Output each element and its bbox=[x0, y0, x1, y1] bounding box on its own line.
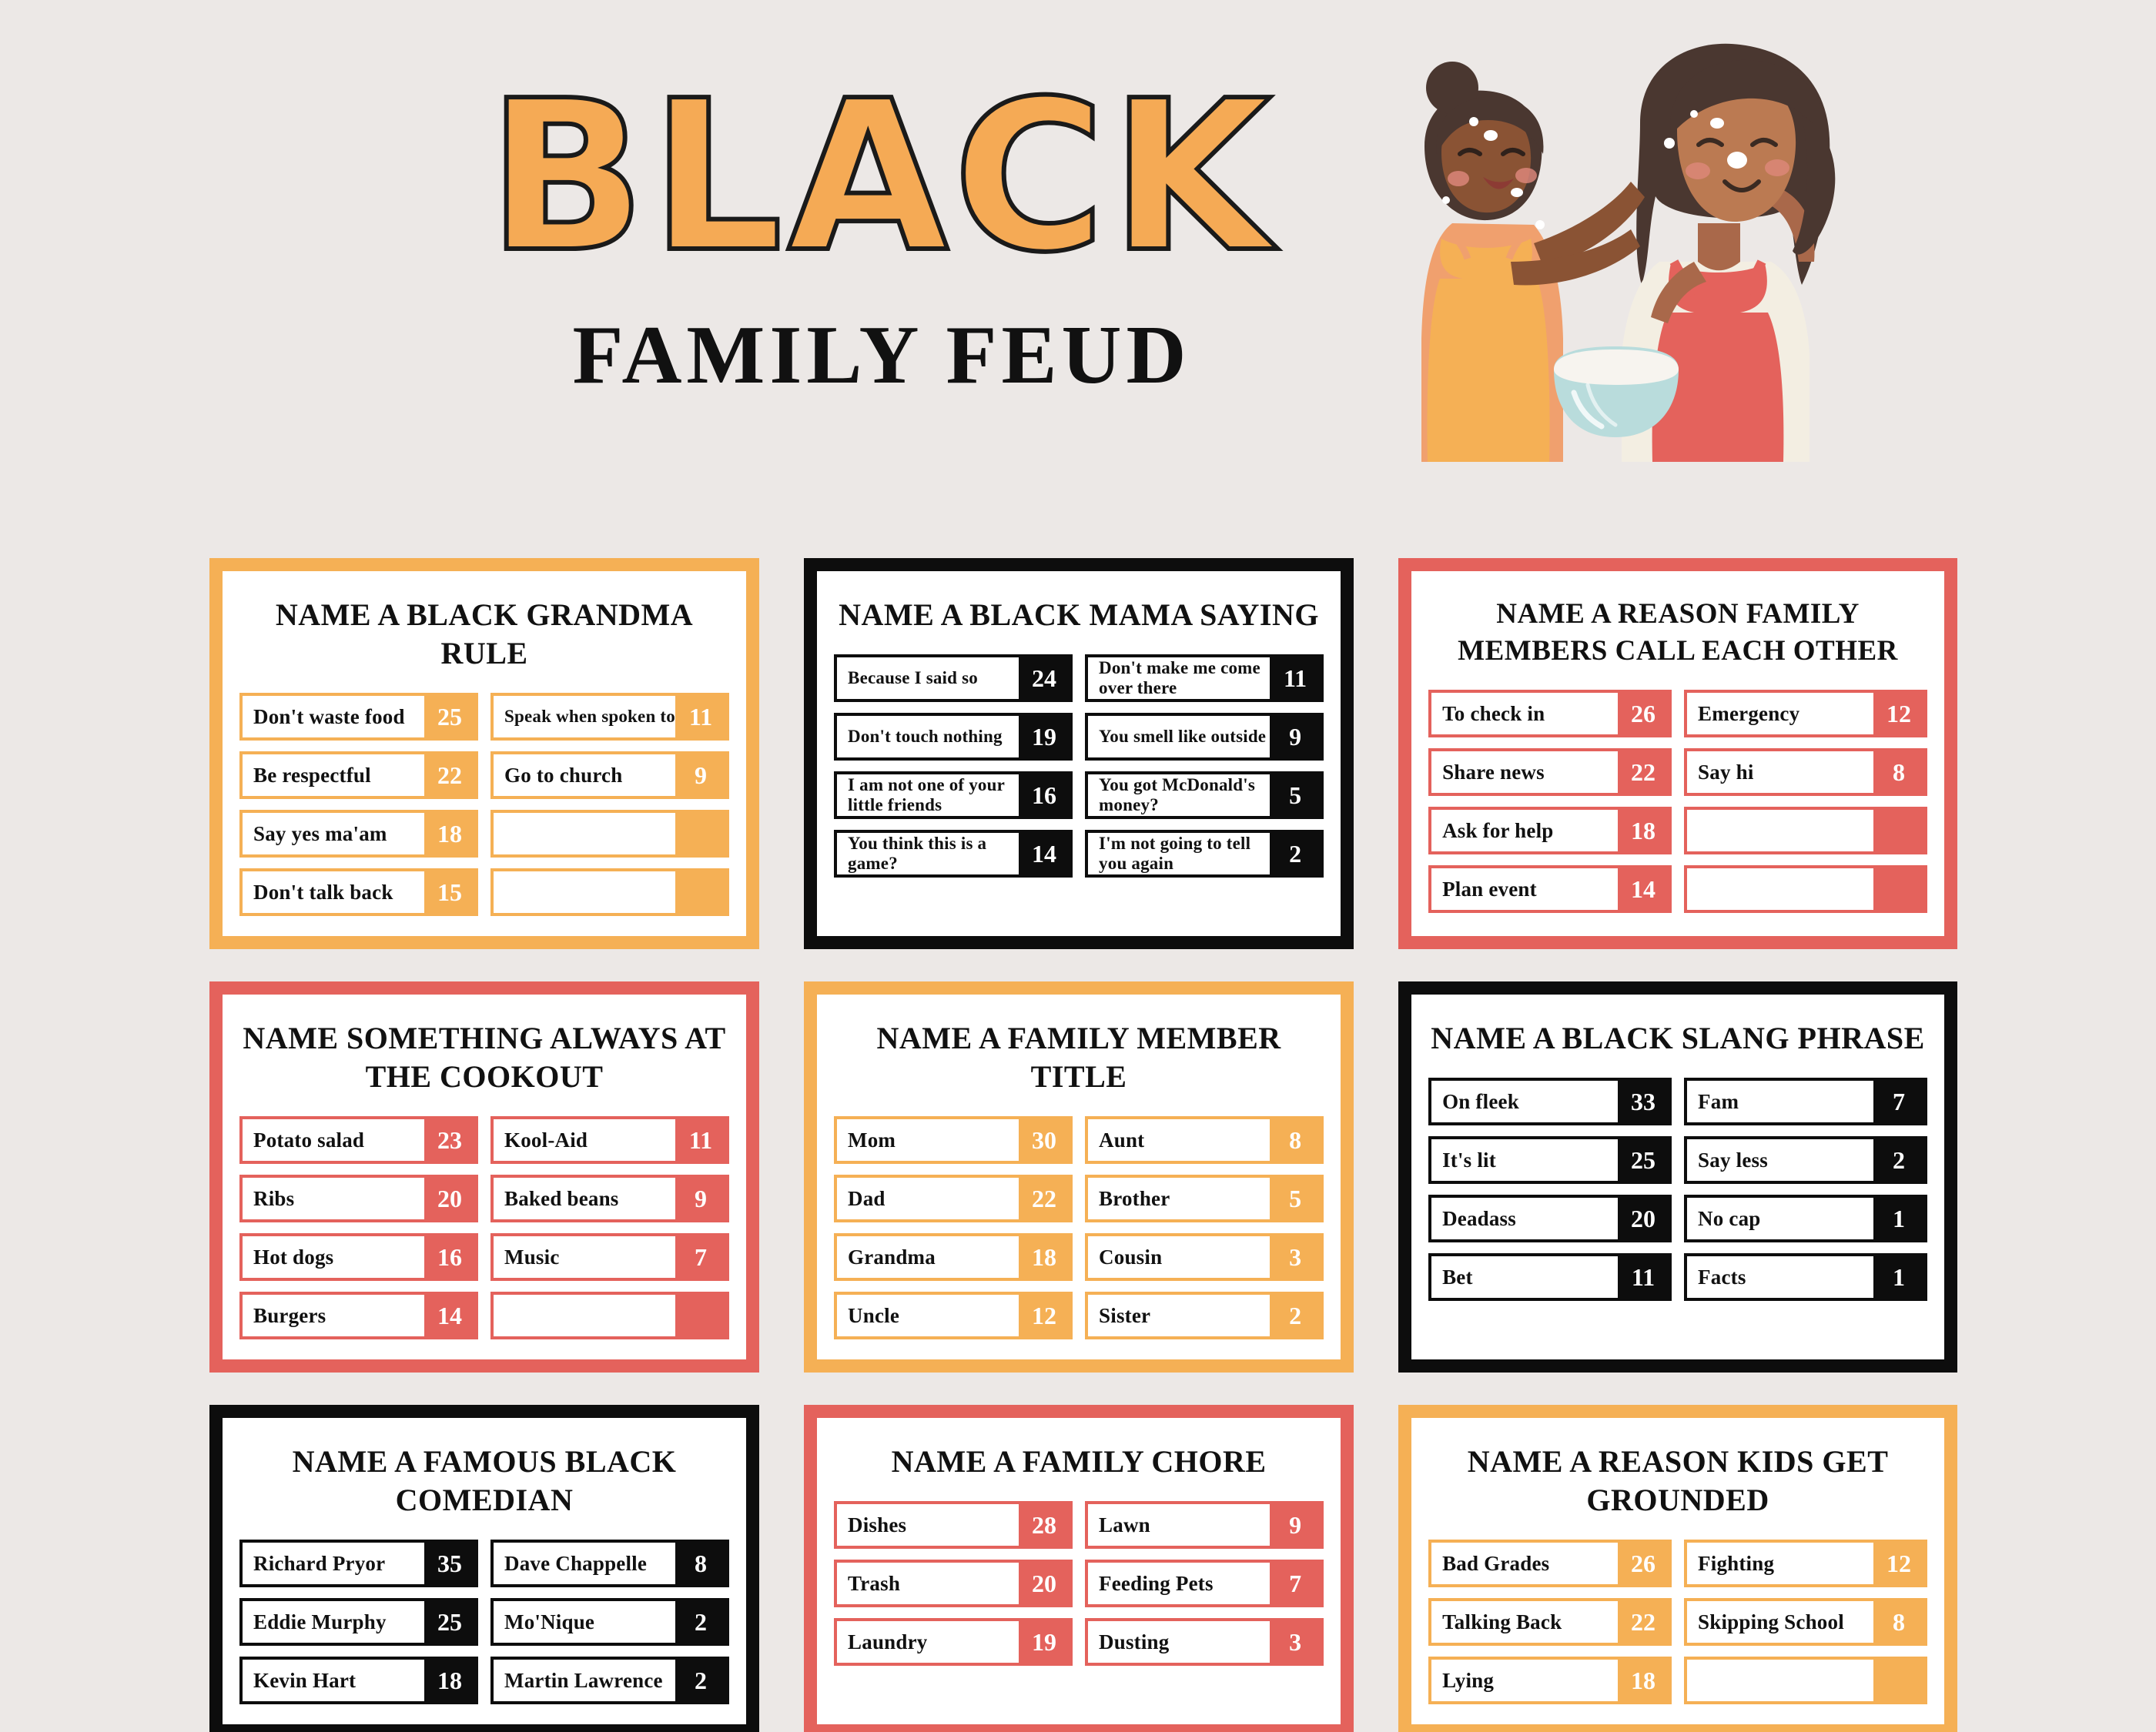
answer-text bbox=[494, 871, 675, 913]
answer-text bbox=[1687, 1660, 1873, 1701]
answer-row[interactable] bbox=[834, 1501, 1073, 1549]
title-block bbox=[470, 55, 1294, 402]
answer-score: 2 bbox=[1270, 833, 1321, 874]
answer-text bbox=[1687, 810, 1873, 851]
answer-row[interactable] bbox=[1085, 1560, 1324, 1607]
answer-text: I'm not going to tell you again bbox=[1099, 834, 1251, 873]
answer-row[interactable] bbox=[834, 713, 1073, 761]
answer-text: Bad Grades bbox=[1442, 1552, 1550, 1575]
answer-text: Grandma bbox=[848, 1246, 936, 1269]
answer-text: Deadass bbox=[1442, 1207, 1516, 1230]
answers-column-left bbox=[1428, 1540, 1672, 1704]
answer-text: Say less bbox=[1698, 1149, 1768, 1172]
answer-row[interactable] bbox=[834, 1175, 1073, 1222]
answer-row[interactable] bbox=[1428, 690, 1672, 737]
answers-grid bbox=[239, 1116, 729, 1339]
answer-text: Be respectful bbox=[253, 764, 371, 787]
answers-grid bbox=[1428, 690, 1927, 913]
card-title: NAME A BLACK GRANDMA RULE bbox=[275, 597, 694, 670]
answer-row[interactable] bbox=[1085, 654, 1324, 702]
answers-grid bbox=[239, 693, 729, 916]
answers-column-left bbox=[834, 1501, 1073, 1666]
answer-score bbox=[675, 813, 726, 854]
answer-text: Don't talk back bbox=[253, 881, 393, 904]
answer-score: 14 bbox=[1618, 868, 1669, 910]
card-always-at-the-cookout bbox=[209, 981, 759, 1373]
answer-row[interactable] bbox=[239, 1657, 478, 1704]
card-famous-black-comedian bbox=[209, 1405, 759, 1732]
answer-score: 14 bbox=[1019, 833, 1070, 874]
answer-text: Share news bbox=[1442, 761, 1545, 784]
answer-score: 3 bbox=[1270, 1621, 1321, 1663]
answers-column-left bbox=[239, 1116, 478, 1339]
answer-score: 12 bbox=[1019, 1295, 1070, 1336]
answer-text: Baked beans bbox=[504, 1187, 619, 1210]
answer-score: 11 bbox=[675, 696, 726, 737]
answer-score: 9 bbox=[675, 1178, 726, 1219]
answer-text: Mo'Nique bbox=[504, 1610, 595, 1633]
answer-text: No cap bbox=[1698, 1207, 1761, 1230]
answer-score: 23 bbox=[424, 1119, 475, 1161]
answer-text: Lying bbox=[1442, 1669, 1495, 1692]
answer-text bbox=[494, 813, 675, 854]
answers-grid bbox=[1428, 1078, 1927, 1301]
answer-score: 26 bbox=[1618, 693, 1669, 734]
answer-text: Say yes ma'am bbox=[253, 822, 387, 845]
answers-column-left bbox=[239, 693, 478, 916]
answer-text: Richard Pryor bbox=[253, 1552, 386, 1575]
answer-score: 7 bbox=[675, 1236, 726, 1278]
card-title: NAME A BLACK MAMA SAYING bbox=[839, 597, 1319, 632]
answer-score: 8 bbox=[1270, 1119, 1321, 1161]
answer-row[interactable] bbox=[1085, 1292, 1324, 1339]
answer-text: Burgers bbox=[253, 1304, 326, 1327]
answer-score: 25 bbox=[424, 696, 475, 737]
answer-text: Kool-Aid bbox=[504, 1128, 588, 1152]
answer-row-blank[interactable] bbox=[1684, 807, 1927, 854]
answer-text: Fam bbox=[1698, 1090, 1739, 1113]
answer-row[interactable] bbox=[834, 1560, 1073, 1607]
answer-text: Martin Lawrence bbox=[504, 1669, 663, 1692]
answer-row-blank[interactable] bbox=[1684, 1657, 1927, 1704]
card-row-1 bbox=[209, 558, 1957, 949]
answer-row[interactable] bbox=[1085, 1175, 1324, 1222]
answer-row[interactable] bbox=[239, 810, 478, 858]
answer-row-blank[interactable] bbox=[1684, 865, 1927, 913]
answer-row[interactable] bbox=[1684, 1540, 1927, 1587]
answer-text: Trash bbox=[848, 1572, 901, 1595]
answer-score: 18 bbox=[424, 1660, 475, 1701]
answer-score: 8 bbox=[675, 1543, 726, 1584]
answer-text: Talking Back bbox=[1442, 1610, 1562, 1633]
answer-row[interactable] bbox=[1428, 748, 1672, 796]
answer-score: 1 bbox=[1873, 1198, 1924, 1239]
answer-row[interactable] bbox=[834, 1618, 1073, 1666]
answer-text: Eddie Murphy bbox=[253, 1610, 387, 1633]
answers-grid bbox=[1428, 1540, 1927, 1704]
answer-row[interactable] bbox=[1684, 1078, 1927, 1125]
card-black-grandma-rule bbox=[209, 558, 759, 949]
answer-text: Say hi bbox=[1698, 761, 1754, 784]
answer-score: 33 bbox=[1618, 1081, 1669, 1122]
answer-text: Ask for help bbox=[1442, 819, 1554, 842]
answer-score: 9 bbox=[675, 754, 726, 796]
card-title: NAME A REASON KIDS GET GROUNDED bbox=[1467, 1444, 1889, 1517]
answer-text: Dusting bbox=[1099, 1630, 1170, 1653]
answer-row[interactable] bbox=[1684, 1253, 1927, 1301]
answers-column-right bbox=[1684, 1540, 1927, 1704]
card-reason-kids-get-grounded bbox=[1398, 1405, 1957, 1732]
answer-score: 7 bbox=[1270, 1563, 1321, 1604]
answers-grid bbox=[834, 1501, 1324, 1666]
answer-score: 15 bbox=[424, 871, 475, 913]
answers-column-right bbox=[490, 693, 729, 916]
answer-text: Feeding Pets bbox=[1099, 1572, 1214, 1595]
answer-score bbox=[675, 871, 726, 913]
answer-row[interactable] bbox=[490, 1175, 729, 1222]
answer-text: Speak when spoken to bbox=[504, 707, 675, 726]
answer-score: 20 bbox=[424, 1178, 475, 1219]
answer-text: Don't make me come over there bbox=[1099, 658, 1260, 697]
page-subtitle: FAMILY FEUD bbox=[572, 309, 1191, 401]
answer-row[interactable] bbox=[239, 1540, 478, 1587]
answer-text: Mom bbox=[848, 1128, 896, 1152]
card-title: NAME A REASON FAMILY MEMBERS CALL EACH OTHER bbox=[1458, 598, 1898, 667]
answer-row[interactable] bbox=[1428, 1195, 1672, 1242]
answer-row[interactable] bbox=[239, 751, 478, 799]
answer-text: To check in bbox=[1442, 702, 1545, 725]
answer-text bbox=[494, 1295, 675, 1336]
answer-row[interactable] bbox=[490, 751, 729, 799]
answer-score: 12 bbox=[1873, 693, 1924, 734]
answer-text: Laundry bbox=[848, 1630, 928, 1653]
answers-column-left bbox=[239, 1540, 478, 1704]
answer-row[interactable] bbox=[1428, 1657, 1672, 1704]
answer-text: Go to church bbox=[504, 764, 623, 787]
answer-text: Music bbox=[504, 1246, 560, 1269]
answer-row[interactable] bbox=[1428, 1540, 1672, 1587]
answer-text: Dishes bbox=[848, 1513, 907, 1536]
answer-score: 2 bbox=[1270, 1295, 1321, 1336]
answer-score: 25 bbox=[1618, 1139, 1669, 1181]
answer-row[interactable] bbox=[1684, 1598, 1927, 1646]
answers-grid bbox=[834, 654, 1324, 878]
answer-score: 19 bbox=[1019, 716, 1070, 757]
card-family-chore bbox=[804, 1405, 1354, 1732]
answer-score: 5 bbox=[1270, 1178, 1321, 1219]
answer-row[interactable] bbox=[490, 1540, 729, 1587]
answer-score: 16 bbox=[424, 1236, 475, 1278]
answer-score: 9 bbox=[1270, 1504, 1321, 1546]
answer-text: Cousin bbox=[1099, 1246, 1163, 1269]
answer-text: Because I said so bbox=[848, 668, 978, 687]
answer-text: Skipping School bbox=[1698, 1610, 1844, 1633]
answer-row[interactable] bbox=[1085, 830, 1324, 878]
answer-text: Dad bbox=[848, 1187, 886, 1210]
mother-and-daughter-baking-illustration bbox=[1309, 31, 1894, 508]
answer-score: 22 bbox=[1618, 1601, 1669, 1643]
card-black-mama-saying bbox=[804, 558, 1354, 949]
answer-row[interactable] bbox=[834, 1233, 1073, 1281]
answer-score: 18 bbox=[424, 813, 475, 854]
answers-column-left bbox=[1428, 690, 1672, 913]
answer-text: Don't waste food bbox=[253, 705, 405, 728]
poster-header bbox=[0, 0, 2156, 539]
answer-row[interactable] bbox=[1085, 713, 1324, 761]
card-title: NAME A FAMILY MEMBER TITLE bbox=[876, 1021, 1281, 1094]
answer-score bbox=[675, 1295, 726, 1336]
answer-row[interactable] bbox=[1085, 1116, 1324, 1164]
answer-score bbox=[1873, 810, 1924, 851]
answer-text: Ribs bbox=[253, 1187, 295, 1210]
card-row-3 bbox=[209, 1405, 1957, 1732]
answer-row[interactable] bbox=[1428, 1598, 1672, 1646]
answer-text: Kevin Hart bbox=[253, 1669, 357, 1692]
card-title: NAME A FAMILY CHORE bbox=[891, 1444, 1267, 1479]
answer-score: 9 bbox=[1270, 716, 1321, 757]
answer-row[interactable] bbox=[490, 1233, 729, 1281]
answer-score: 8 bbox=[1873, 1601, 1924, 1643]
answer-text: Don't touch nothing bbox=[848, 727, 1003, 746]
answer-text: Hot dogs bbox=[253, 1246, 334, 1269]
card-row-2 bbox=[209, 981, 1957, 1373]
answer-score: 18 bbox=[1019, 1236, 1070, 1278]
answer-row[interactable] bbox=[239, 1292, 478, 1339]
answer-row[interactable] bbox=[490, 1116, 729, 1164]
answer-score: 14 bbox=[424, 1295, 475, 1336]
answer-row[interactable] bbox=[490, 1598, 729, 1646]
answers-column-right bbox=[490, 1116, 729, 1339]
answer-text: Brother bbox=[1099, 1187, 1170, 1210]
answer-row[interactable] bbox=[1684, 1136, 1927, 1184]
answer-row[interactable] bbox=[834, 830, 1073, 878]
answer-row-blank[interactable] bbox=[490, 1292, 729, 1339]
answers-grid bbox=[239, 1540, 729, 1704]
answer-row[interactable] bbox=[1428, 1136, 1672, 1184]
answer-score: 2 bbox=[1873, 1139, 1924, 1181]
answers-column-right bbox=[490, 1540, 729, 1704]
card-family-member-title bbox=[804, 981, 1354, 1373]
answer-text: Emergency bbox=[1698, 702, 1800, 725]
answer-score: 25 bbox=[424, 1601, 475, 1643]
answer-text: Lawn bbox=[1099, 1513, 1150, 1536]
answer-row[interactable] bbox=[490, 1657, 729, 1704]
answer-row[interactable] bbox=[1684, 748, 1927, 796]
answer-row[interactable] bbox=[834, 1292, 1073, 1339]
answer-score: 20 bbox=[1019, 1563, 1070, 1604]
answers-grid bbox=[834, 1116, 1324, 1339]
answer-score: 11 bbox=[675, 1119, 726, 1161]
answer-text: You got McDonald's money? bbox=[1099, 775, 1255, 814]
answer-score: 1 bbox=[1873, 1256, 1924, 1298]
answer-text: I am not one of your little friends bbox=[848, 775, 1005, 814]
answer-row-blank[interactable] bbox=[490, 810, 729, 858]
answer-score: 16 bbox=[1019, 774, 1070, 816]
answer-row[interactable] bbox=[834, 1116, 1073, 1164]
answers-column-right bbox=[1684, 1078, 1927, 1301]
answer-text bbox=[1687, 868, 1873, 910]
answer-score: 30 bbox=[1019, 1119, 1070, 1161]
answer-text: Sister bbox=[1099, 1304, 1151, 1327]
answer-score: 22 bbox=[424, 754, 475, 796]
answer-score: 22 bbox=[1618, 751, 1669, 793]
answer-text: Bet bbox=[1442, 1266, 1473, 1289]
answer-score: 26 bbox=[1618, 1543, 1669, 1584]
answer-score: 3 bbox=[1270, 1236, 1321, 1278]
answers-column-left bbox=[1428, 1078, 1672, 1301]
answer-score: 20 bbox=[1618, 1198, 1669, 1239]
card-reason-family-members-call bbox=[1398, 558, 1957, 949]
answer-text: You smell like outside bbox=[1099, 727, 1267, 746]
answer-score: 2 bbox=[675, 1601, 726, 1643]
answer-text: On fleek bbox=[1442, 1090, 1519, 1113]
answer-row-blank[interactable] bbox=[490, 868, 729, 916]
answers-column-right bbox=[1085, 654, 1324, 878]
answer-row[interactable] bbox=[1684, 1195, 1927, 1242]
answers-column-right bbox=[1684, 690, 1927, 913]
answer-score: 8 bbox=[1873, 751, 1924, 793]
answer-score: 7 bbox=[1873, 1081, 1924, 1122]
answer-row[interactable] bbox=[1684, 690, 1927, 737]
answers-column-right bbox=[1085, 1116, 1324, 1339]
answers-column-right bbox=[1085, 1501, 1324, 1666]
answer-text: Plan event bbox=[1442, 878, 1537, 901]
answer-row[interactable] bbox=[1085, 1618, 1324, 1666]
answer-row[interactable] bbox=[1428, 1078, 1672, 1125]
answer-row[interactable] bbox=[490, 693, 729, 741]
answer-score bbox=[1873, 1660, 1924, 1701]
answer-row[interactable] bbox=[239, 868, 478, 916]
question-cards-grid bbox=[209, 558, 1957, 1732]
answer-score: 11 bbox=[1618, 1256, 1669, 1298]
answers-column-left bbox=[834, 654, 1073, 878]
answer-text: Dave Chappelle bbox=[504, 1552, 648, 1575]
answer-text: Fighting bbox=[1698, 1552, 1775, 1575]
answer-row[interactable] bbox=[1085, 771, 1324, 819]
answer-row[interactable] bbox=[239, 1116, 478, 1164]
answer-row[interactable] bbox=[239, 1175, 478, 1222]
answer-score: 28 bbox=[1019, 1504, 1070, 1546]
answer-row[interactable] bbox=[239, 1233, 478, 1281]
answer-score: 12 bbox=[1873, 1543, 1924, 1584]
card-black-slang-phrase bbox=[1398, 981, 1957, 1373]
card-title: NAME SOMETHING ALWAYS AT THE COOKOUT bbox=[243, 1021, 726, 1094]
answer-row[interactable] bbox=[239, 693, 478, 741]
answer-score: 22 bbox=[1019, 1178, 1070, 1219]
answer-text: Aunt bbox=[1099, 1128, 1145, 1152]
answer-text: Potato salad bbox=[253, 1128, 365, 1152]
answer-row[interactable] bbox=[834, 771, 1073, 819]
answer-score: 35 bbox=[424, 1543, 475, 1584]
answer-row[interactable] bbox=[1428, 865, 1672, 913]
answer-row[interactable] bbox=[1085, 1501, 1324, 1549]
answer-row[interactable] bbox=[834, 654, 1073, 702]
answer-score: 19 bbox=[1019, 1621, 1070, 1663]
answer-score: 2 bbox=[675, 1660, 726, 1701]
answer-score: 24 bbox=[1019, 657, 1070, 699]
answer-row[interactable] bbox=[1428, 1253, 1672, 1301]
answer-score: 5 bbox=[1270, 774, 1321, 816]
answer-text: You think this is a game? bbox=[848, 834, 987, 873]
answers-column-left bbox=[834, 1116, 1073, 1339]
answer-text: Facts bbox=[1698, 1266, 1746, 1289]
answer-score: 11 bbox=[1270, 657, 1321, 699]
answer-score bbox=[1873, 868, 1924, 910]
answer-text: Uncle bbox=[848, 1304, 900, 1327]
answer-score: 18 bbox=[1618, 1660, 1669, 1701]
page-title: BLACK bbox=[487, 55, 1277, 298]
card-title: NAME A FAMOUS BLACK COMEDIAN bbox=[292, 1444, 677, 1517]
answer-row[interactable] bbox=[239, 1598, 478, 1646]
answer-row[interactable] bbox=[1085, 1233, 1324, 1281]
card-title: NAME A BLACK SLANG PHRASE bbox=[1431, 1021, 1925, 1055]
answer-score: 18 bbox=[1618, 810, 1669, 851]
answer-text: It's lit bbox=[1442, 1149, 1496, 1172]
answer-row[interactable] bbox=[1428, 807, 1672, 854]
